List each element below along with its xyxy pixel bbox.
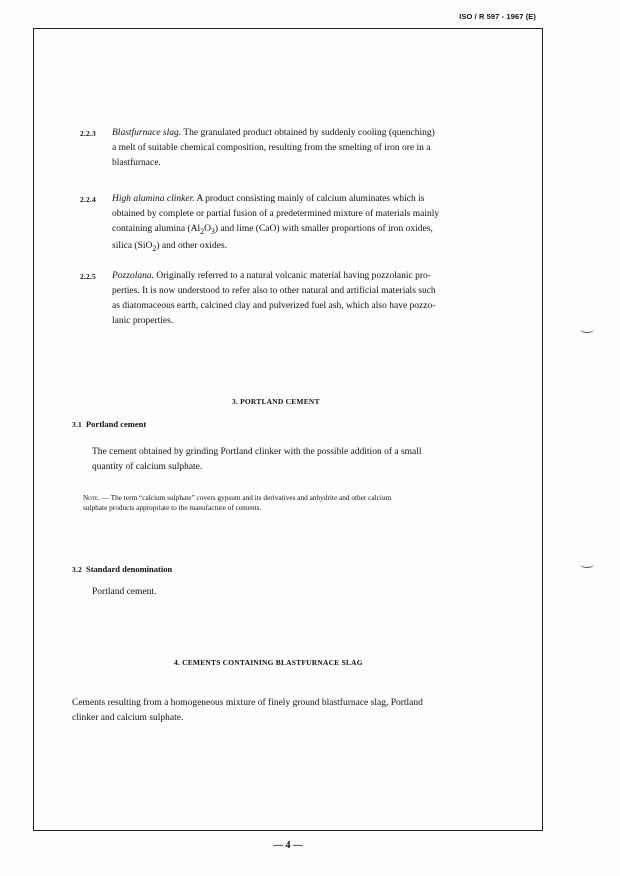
clause-line: High alumina clinker. A product consisting mainly of calcium aluminates which is <box>112 194 425 204</box>
subsection-3-1-text <box>92 445 502 475</box>
clause-line: silica (SiO$_2$) and other oxides. <box>112 240 228 253</box>
clause-2-2-3 <box>80 126 507 171</box>
note-line: Note. — The term “calcium sulphate” covers gypsum and its derivatives and anhydrite and other calcium <box>83 493 392 502</box>
clause-line: Blastfurnace slag. The granulated product obtained by suddenly cooling (quenching) <box>112 128 435 138</box>
clause-line: containing alumina $(Al_2O_3)$ and lime (CaO) with smaller proportions of iron oxides, <box>112 224 433 236</box>
subsection-3-2-heading: 3.2 Standard denomination <box>72 564 173 574</box>
section-4-text <box>72 696 512 726</box>
clause-2-2-4 <box>80 192 507 256</box>
text-line: clinker and calcium sulphate. <box>72 713 184 723</box>
subsection-3-2-text: Portland cement. <box>92 587 157 597</box>
subsection-3-1-heading: 3.1 Portland cement <box>72 419 147 429</box>
clause-line: lanic properties. <box>112 316 174 326</box>
clause-number: 2.2.5 <box>80 272 96 281</box>
section-4-heading: 4. CEMENTS CONTAINING BLASTFURNACE SLAG <box>174 658 363 667</box>
page-number: — 4 — <box>273 840 303 851</box>
note <box>83 493 513 513</box>
note-label: Note. <box>83 493 100 502</box>
text-line: The cement obtained by grinding Portland clinker with the possible addition of a small <box>92 447 422 457</box>
clause-line: Pozzolana. Originally referred to a natural volcanic material having pozzolanic pro- <box>112 271 431 281</box>
clause-term: High alumina clinker. <box>112 194 195 204</box>
binding-mark <box>580 326 594 333</box>
clause-line: obtained by complete or partial fusion of a predetermined mixture of materials mainly <box>112 209 440 219</box>
clause-number: 2.2.4 <box>80 195 96 204</box>
note-line: sulphate products appropriate to the manufacture of cements. <box>83 503 262 512</box>
section-3-heading: 3. PORTLAND CEMENT <box>232 397 320 406</box>
clause-number: 2.2.3 <box>80 129 96 138</box>
text-line: Cements resulting from a homogeneous mixture of finely ground blastfurnace slag, Portland <box>72 698 423 708</box>
clause-2-2-5 <box>80 269 507 329</box>
binding-mark <box>580 561 594 568</box>
clause-term: Blastfurnace slag. <box>112 128 182 138</box>
clause-line: perties. It is now understood to refer also to other natural and artificial materials such <box>112 286 436 296</box>
clause-line: blastfurnace. <box>112 158 161 168</box>
text-line: quantity of calcium sulphate. <box>92 462 203 472</box>
clause-term: Pozzolana. <box>112 271 154 281</box>
clause-line: as diatomaceous earth, calcined clay and pulverized fuel ash, which also have pozzo- <box>112 301 436 311</box>
document-reference: ISO / R 597 - 1967 (E) <box>459 12 536 21</box>
clause-line: a melt of suitable chemical composition, resulting from the smelting of iron ore in a <box>112 143 431 153</box>
